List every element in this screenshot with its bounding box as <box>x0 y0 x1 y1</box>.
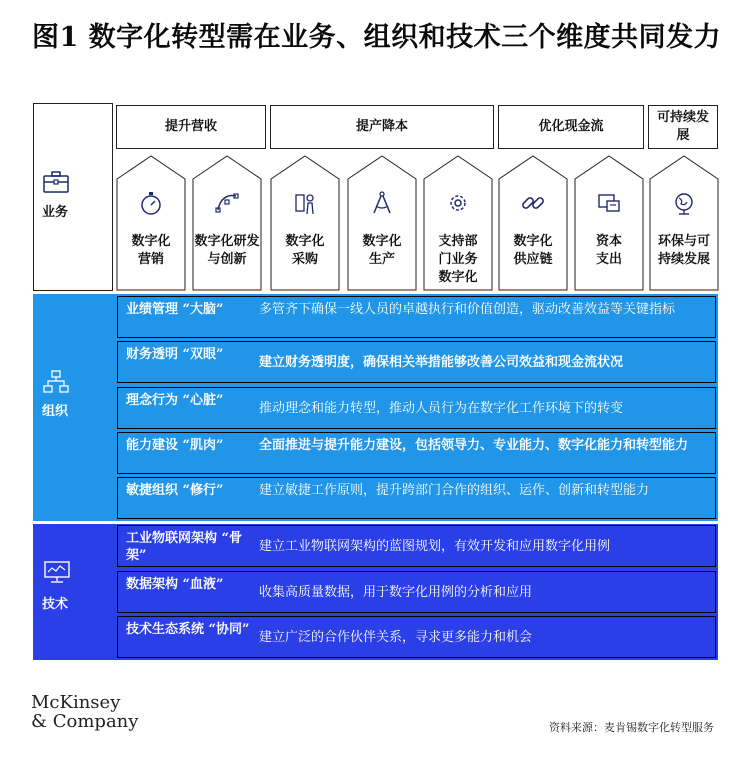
goal-sustainability <box>648 105 718 149</box>
shopping-icon <box>292 190 318 216</box>
business-item-label: 数字化生产 <box>362 234 402 267</box>
row-description: 多管齐下确保一线人员的卓越执行和价值创造，驱动改善效益等关键指标 <box>259 302 676 317</box>
pen-tool-icon <box>214 190 240 216</box>
row-description: 建立敏捷工作原则，提升跨部门合作的组织、运作、创新和转型能力 <box>259 483 650 498</box>
row-name: 工业物联网架构 “骨架” <box>126 531 243 563</box>
org-chart-icon <box>43 370 69 394</box>
business-item-label: 资本支出 <box>595 234 622 267</box>
goal-label: 提升营收 <box>164 119 217 134</box>
row-description: 全面推进与提升能力建设，包括领导力、专业能力、数字化能力和转型能力 <box>259 438 689 453</box>
org-row-finance <box>117 341 716 383</box>
business-item-marketing <box>116 155 186 291</box>
goal-cost-reduction <box>270 105 494 149</box>
business-item-label: 数字化研发与创新 <box>194 234 260 267</box>
row-name: 财务透明 “双眼” <box>126 347 224 362</box>
row-description: 建立财务透明度，确保相关举措能够改善公司效益和现金流状况 <box>259 355 624 370</box>
goal-label: 提产降本 <box>355 119 408 134</box>
monitor-icon <box>43 560 71 584</box>
row-name: 技术生态系统 “协同” <box>126 622 250 637</box>
business-item-capex <box>574 155 644 291</box>
org-row-agile <box>117 477 716 519</box>
row-description: 收集高质量数据，用于数字化用例的分析和应用 <box>259 585 533 600</box>
business-item-supply-chain <box>498 155 568 291</box>
chain-link-icon <box>520 190 546 216</box>
business-category-label: 业务 <box>42 205 69 220</box>
goal-label: 优化现金流 <box>538 119 604 134</box>
business-item-label: 数字化采购 <box>285 234 325 267</box>
briefcase-icon <box>42 170 70 194</box>
row-description: 推动理念和能力转型，推动人员行为在数字化工作环境下的转变 <box>259 401 624 416</box>
logo-line-1: McKinsey <box>31 692 121 713</box>
org-row-mindset <box>117 387 716 429</box>
row-name: 业绩管理 “大脑” <box>126 302 224 317</box>
org-row-capability <box>117 432 716 474</box>
goal-cash-flow <box>498 105 644 149</box>
technology-category-label: 技术 <box>42 597 69 612</box>
logo-line-2: & Company <box>31 711 139 732</box>
row-name: 能力建设 “肌肉” <box>126 438 224 453</box>
business-category-box <box>33 103 113 291</box>
tech-row-ecosystem <box>117 616 716 658</box>
business-item-label: 数字化营销 <box>131 234 171 267</box>
tech-row-data <box>117 571 716 613</box>
row-name: 敏捷组织 “修行” <box>126 483 224 498</box>
business-item-support-functions <box>423 155 493 291</box>
row-description: 建立广泛的合作伙伴关系，寻求更多能力和机会 <box>259 630 533 645</box>
tech-row-iiot <box>117 525 716 567</box>
row-name: 理念行为 “心脏” <box>126 393 224 408</box>
business-item-label: 数字化供应链 <box>513 234 553 267</box>
row-description: 建立工业物联网架构的蓝图规划，有效开发和应用数字化用例 <box>259 539 611 554</box>
goal-revenue <box>116 105 266 149</box>
organization-category-label: 组织 <box>42 404 69 419</box>
business-item-rnd <box>192 155 262 291</box>
goal-label: 可持续发展 <box>656 110 709 143</box>
stopwatch-icon <box>138 190 164 216</box>
compass-icon <box>369 190 395 216</box>
business-item-procurement <box>270 155 340 291</box>
row-name: 数据架构 “血液” <box>126 577 224 592</box>
business-item-label: 环保与可持续发展 <box>657 234 710 267</box>
figure-title: 图1 数字化转型需在业务、组织和技术三个维度共同发力 <box>32 22 722 53</box>
business-item-label: 支持部门业务数字化 <box>438 234 478 285</box>
business-item-production <box>347 155 417 291</box>
globe-icon <box>671 190 697 216</box>
source-note: 资料来源：麦肯锡数字化转型服务 <box>549 721 714 734</box>
mckinsey-logo <box>31 693 138 731</box>
gear-icon <box>445 190 471 216</box>
org-row-performance <box>117 296 716 338</box>
business-item-sustainability <box>649 155 719 291</box>
document-icon <box>596 190 622 216</box>
